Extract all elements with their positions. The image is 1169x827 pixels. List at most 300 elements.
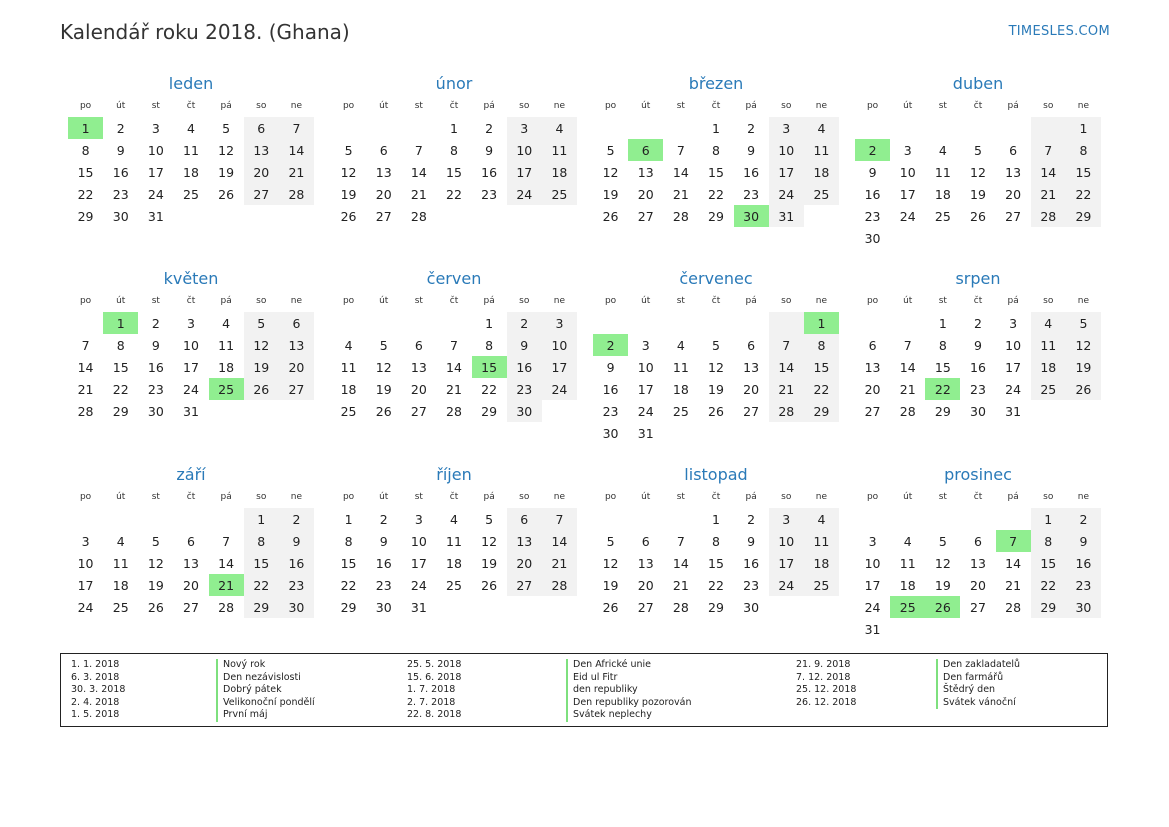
day-cell: 12 (375, 359, 392, 375)
empty-day-cell (960, 618, 995, 640)
empty-day-cell (331, 310, 366, 334)
day-cell: 20 (970, 577, 986, 593)
day-cell: 4 (938, 142, 947, 158)
day-cell: 24 (542, 378, 577, 400)
day-cell: 10 (899, 164, 916, 180)
month-table (331, 294, 577, 422)
day-cell: 7 (1031, 139, 1066, 161)
day-cell: 6 (1009, 142, 1018, 158)
month-name: září (176, 465, 206, 484)
weekday-header: út (103, 99, 138, 115)
empty-day-cell (209, 400, 244, 422)
day-cell: 3 (138, 115, 173, 139)
day-cell: 1 (436, 115, 471, 139)
day-cell: 15 (112, 359, 129, 375)
month-table (68, 294, 314, 422)
day-cell: 2 (103, 115, 138, 139)
day-cell: 14 (672, 164, 689, 180)
holiday-name: Den nezávislosti (216, 672, 315, 685)
day-cell: 3 (173, 310, 208, 334)
weekday-header: so (244, 99, 279, 115)
weekday-header: so (769, 294, 804, 310)
holiday-name: Dobrý pátek (216, 684, 315, 697)
day-cell: 18 (804, 552, 839, 574)
week-row (593, 139, 839, 161)
day-cell: 29 (77, 208, 94, 224)
day-cell: 20 (1005, 186, 1022, 202)
week-row (855, 400, 1101, 422)
day-cell: 5 (974, 142, 982, 158)
weekday-header: čt (173, 99, 208, 115)
day-cell: 26 (602, 208, 619, 224)
holiday-date: 25. 5. 2018 (407, 659, 462, 670)
day-cell: 7 (450, 337, 458, 353)
day-cell: 6 (414, 337, 423, 353)
day-cell: 2 (507, 310, 542, 334)
week-row (68, 115, 314, 139)
day-cell: 25 (934, 208, 951, 224)
day-cell: 31 (769, 205, 804, 227)
day-cell: 8 (450, 142, 458, 158)
day-cell: 21 (769, 378, 804, 400)
day-cell: 7 (279, 115, 314, 139)
empty-day-cell (593, 115, 628, 139)
day-cell: 17 (637, 381, 654, 397)
weekday-header: ne (1066, 99, 1101, 115)
day-cell: 16 (743, 164, 760, 180)
day-cell: 15 (1031, 552, 1066, 574)
day-cell: 22 (804, 378, 839, 400)
day-cell: 9 (606, 359, 615, 375)
week-row (68, 506, 314, 530)
weekday-header: po (855, 99, 890, 115)
day-cell: 25 (672, 403, 689, 419)
day-cell: 11 (1031, 334, 1066, 356)
day-cell: 1 (244, 506, 279, 530)
weekday-header: po (68, 99, 103, 115)
day-cell: 23 (147, 381, 164, 397)
day-cell: 12 (244, 334, 279, 356)
empty-day-cell (804, 422, 839, 444)
day-cell: 25 (183, 186, 199, 202)
day-cell: 10 (1005, 337, 1022, 353)
day-cell: 7 (676, 533, 685, 549)
holiday-day-cell: 1 (68, 115, 103, 139)
legend-dates-1 (71, 659, 125, 722)
day-cell: 23 (970, 381, 986, 397)
day-cell: 31 (410, 599, 427, 615)
weekday-header: ne (279, 294, 314, 310)
day-cell: 31 (637, 425, 654, 441)
day-cell: 30 (279, 596, 314, 618)
empty-day-cell (734, 310, 769, 334)
day-cell: 9 (507, 334, 542, 356)
day-cell: 22 (244, 574, 279, 596)
day-cell: 24 (77, 599, 94, 615)
day-cell: 5 (712, 337, 720, 353)
empty-day-cell (890, 227, 925, 249)
day-cell: 20 (637, 186, 654, 202)
day-cell: 23 (743, 577, 760, 593)
holiday-name: Den farmářů (936, 672, 1020, 685)
empty-day-cell (663, 422, 698, 444)
day-cell: 26 (708, 403, 724, 419)
legend-names-3 (936, 659, 1020, 709)
day-cell: 2 (472, 115, 507, 139)
day-cell: 18 (1031, 356, 1066, 378)
day-cell: 26 (340, 208, 357, 224)
day-cell: 10 (410, 533, 427, 549)
day-cell: 6 (974, 533, 982, 549)
day-cell: 27 (637, 208, 654, 224)
day-cell: 15 (708, 164, 724, 180)
day-cell: 11 (183, 142, 199, 158)
weekday-header: ne (804, 294, 839, 310)
day-cell: 4 (173, 115, 208, 139)
day-cell: 12 (1066, 334, 1101, 356)
day-cell: 22 (481, 381, 498, 397)
day-cell: 3 (401, 506, 436, 530)
site-brand-link[interactable]: TIMESLES.COM (1008, 24, 1110, 39)
week-row (855, 378, 1101, 400)
empty-day-cell (507, 205, 542, 227)
day-cell: 8 (1066, 139, 1101, 161)
day-cell: 12 (218, 142, 235, 158)
day-cell: 6 (379, 142, 388, 158)
day-cell: 1 (925, 310, 960, 334)
day-cell: 2 (960, 310, 995, 334)
empty-day-cell (960, 115, 995, 139)
week-row (68, 183, 314, 205)
weekday-header: čt (698, 294, 733, 310)
day-cell: 31 (1005, 403, 1022, 419)
empty-day-cell (1031, 400, 1066, 422)
day-cell: 14 (1031, 161, 1066, 183)
day-cell: 13 (970, 555, 986, 571)
weekday-header: út (890, 99, 925, 115)
day-cell: 28 (446, 403, 462, 419)
empty-day-cell (960, 227, 995, 249)
day-cell: 6 (868, 337, 877, 353)
holiday-date: 1. 5. 2018 (71, 709, 120, 721)
weekday-header: po (68, 490, 103, 506)
day-cell: 13 (637, 164, 654, 180)
day-cell: 14 (410, 164, 427, 180)
day-cell: 15 (804, 356, 839, 378)
day-cell: 17 (183, 359, 199, 375)
weekday-header: so (1031, 490, 1066, 506)
day-cell: 29 (934, 403, 951, 419)
weekday-header: čt (960, 294, 995, 310)
empty-day-cell (1066, 227, 1101, 249)
holiday-day-cell: 25 (209, 378, 244, 400)
day-cell: 22 (708, 186, 724, 202)
day-cell: 22 (1031, 574, 1066, 596)
day-cell: 14 (542, 530, 577, 552)
month-name: únor (435, 74, 473, 93)
day-cell: 3 (81, 533, 90, 549)
day-cell: 8 (712, 533, 720, 549)
day-cell: 7 (414, 142, 423, 158)
empty-day-cell (925, 115, 960, 139)
day-cell: 6 (747, 337, 756, 353)
day-cell: 10 (147, 142, 164, 158)
holiday-date: 21. 9. 2018 (796, 659, 851, 670)
empty-day-cell (925, 227, 960, 249)
day-cell: 14 (279, 139, 314, 161)
month-10 (331, 464, 577, 618)
day-cell: 28 (1031, 205, 1066, 227)
weekday-header: ne (804, 99, 839, 115)
day-cell: 2 (279, 506, 314, 530)
week-row (331, 334, 577, 356)
day-cell: 5 (606, 142, 615, 158)
day-cell: 28 (218, 599, 235, 615)
day-cell: 5 (379, 337, 388, 353)
holiday-date: 26. 12. 2018 (796, 696, 857, 708)
day-cell: 19 (1066, 356, 1101, 378)
weekday-header: pá (472, 99, 507, 115)
empty-day-cell (542, 205, 577, 227)
empty-day-cell (542, 596, 577, 618)
day-cell: 5 (151, 533, 160, 549)
weekday-header: st (138, 490, 173, 506)
week-row (68, 205, 314, 227)
month-name: listopad (684, 465, 748, 484)
day-cell: 1 (1031, 506, 1066, 530)
day-cell: 16 (481, 164, 498, 180)
holiday-name: Den zakladatelů (936, 659, 1020, 672)
month-1 (68, 73, 314, 227)
day-cell: 11 (899, 555, 916, 571)
day-cell: 19 (244, 356, 279, 378)
week-row (855, 552, 1101, 574)
empty-day-cell (769, 310, 804, 334)
day-cell: 28 (279, 183, 314, 205)
legend-dates-3 (796, 659, 856, 709)
day-cell: 24 (507, 183, 542, 205)
legend-names-1 (216, 659, 315, 722)
holiday-name: Den republiky pozorován (566, 697, 692, 710)
day-cell: 29 (1066, 205, 1101, 227)
empty-day-cell (68, 310, 103, 334)
empty-day-cell (279, 205, 314, 227)
day-cell: 30 (507, 400, 542, 422)
weekday-header: ne (542, 490, 577, 506)
day-cell: 11 (934, 164, 951, 180)
empty-day-cell (890, 115, 925, 139)
holiday-day-cell: 30 (734, 205, 769, 227)
day-cell: 17 (769, 161, 804, 183)
day-cell: 16 (507, 356, 542, 378)
holiday-name: Štědrý den (936, 684, 1020, 697)
weekday-header: po (593, 99, 628, 115)
week-row (68, 161, 314, 183)
legend-names-2 (566, 659, 692, 722)
day-cell: 12 (481, 533, 498, 549)
week-row (331, 205, 577, 227)
day-cell: 25 (446, 577, 462, 593)
week-row (331, 378, 577, 400)
day-cell: 18 (899, 577, 916, 593)
day-cell: 6 (187, 533, 195, 549)
day-cell: 21 (899, 381, 916, 397)
week-row (593, 506, 839, 530)
day-cell: 4 (804, 506, 839, 530)
week-row (593, 530, 839, 552)
day-cell: 27 (970, 599, 986, 615)
week-row (331, 506, 577, 530)
day-cell: 14 (1005, 555, 1022, 571)
weekday-header: čt (960, 99, 995, 115)
week-row (68, 139, 314, 161)
empty-day-cell (436, 310, 471, 334)
week-row (593, 310, 839, 334)
empty-day-cell (769, 422, 804, 444)
day-cell: 30 (147, 403, 164, 419)
day-cell: 18 (112, 577, 129, 593)
day-cell: 30 (112, 208, 129, 224)
day-cell: 23 (864, 208, 881, 224)
day-cell: 13 (279, 334, 314, 356)
day-cell: 14 (899, 359, 916, 375)
day-cell: 25 (542, 183, 577, 205)
weekday-header: so (244, 294, 279, 310)
week-row (331, 574, 577, 596)
day-cell: 15 (446, 164, 462, 180)
empty-day-cell (663, 115, 698, 139)
day-cell: 28 (77, 403, 94, 419)
day-cell: 24 (769, 183, 804, 205)
day-cell: 12 (708, 359, 724, 375)
week-row (331, 552, 577, 574)
empty-day-cell (663, 506, 698, 530)
empty-day-cell (507, 596, 542, 618)
day-cell: 13 (183, 555, 199, 571)
day-cell: 16 (864, 186, 881, 202)
month-table (855, 294, 1101, 422)
month-4 (855, 73, 1101, 249)
empty-day-cell (68, 506, 103, 530)
day-cell: 26 (970, 208, 986, 224)
day-cell: 3 (769, 506, 804, 530)
empty-day-cell (542, 400, 577, 422)
day-cell: 17 (147, 164, 164, 180)
weekday-header: so (507, 294, 542, 310)
holiday-date: 15. 6. 2018 (407, 671, 462, 683)
day-cell: 24 (899, 208, 916, 224)
day-cell: 12 (602, 555, 619, 571)
day-cell: 20 (375, 186, 392, 202)
empty-day-cell (996, 227, 1031, 249)
day-cell: 22 (77, 186, 94, 202)
day-cell: 20 (244, 161, 279, 183)
empty-day-cell (331, 115, 366, 139)
day-cell: 27 (1005, 208, 1022, 224)
day-cell: 21 (672, 577, 689, 593)
day-cell: 28 (672, 208, 689, 224)
day-cell: 16 (602, 381, 619, 397)
day-cell: 16 (375, 555, 392, 571)
holiday-name: Nový rok (216, 659, 315, 672)
day-cell: 20 (864, 381, 881, 397)
week-row (68, 400, 314, 422)
day-cell: 11 (804, 139, 839, 161)
day-cell: 27 (375, 208, 392, 224)
month-name: říjen (436, 465, 472, 484)
weekday-header: čt (173, 294, 208, 310)
week-row (331, 400, 577, 422)
day-cell: 24 (147, 186, 164, 202)
day-cell: 4 (344, 337, 353, 353)
day-cell: 17 (899, 186, 916, 202)
month-table (68, 490, 314, 618)
day-cell: 21 (410, 186, 427, 202)
holiday-date: 30. 3. 2018 (71, 684, 126, 696)
empty-day-cell (855, 310, 890, 334)
day-cell: 9 (747, 142, 756, 158)
weekday-header: st (138, 294, 173, 310)
week-row (855, 183, 1101, 205)
empty-day-cell (628, 506, 663, 530)
month-name: leden (168, 74, 214, 93)
week-row (593, 115, 839, 139)
day-cell: 30 (375, 599, 392, 615)
week-row (593, 183, 839, 205)
week-row (593, 400, 839, 422)
day-cell: 30 (864, 230, 881, 246)
weekday-header: út (628, 294, 663, 310)
day-cell: 5 (1066, 310, 1101, 334)
day-cell: 21 (77, 381, 94, 397)
day-cell: 31 (147, 208, 164, 224)
day-cell: 14 (446, 359, 462, 375)
month-table (855, 99, 1101, 249)
day-cell: 8 (938, 337, 947, 353)
month-table (593, 99, 839, 227)
week-row (331, 115, 577, 139)
day-cell: 12 (934, 555, 951, 571)
weekday-header: út (366, 99, 401, 115)
empty-day-cell (890, 618, 925, 640)
weekday-header: st (925, 99, 960, 115)
day-cell: 23 (507, 378, 542, 400)
holiday-day-cell: 1 (804, 310, 839, 334)
month-name: březen (688, 74, 744, 93)
day-cell: 10 (507, 139, 542, 161)
week-row (855, 574, 1101, 596)
month-name: srpen (955, 269, 1001, 288)
week-row (855, 205, 1101, 227)
weekday-header: út (890, 490, 925, 506)
day-cell: 13 (637, 555, 654, 571)
holiday-date: 22. 8. 2018 (407, 709, 462, 721)
day-cell: 11 (112, 555, 129, 571)
weekday-header: pá (734, 490, 769, 506)
day-cell: 5 (344, 142, 353, 158)
day-cell: 11 (542, 139, 577, 161)
day-cell: 2 (734, 506, 769, 530)
day-cell: 19 (708, 381, 724, 397)
month-12 (855, 464, 1101, 640)
day-cell: 11 (446, 533, 462, 549)
day-cell: 20 (410, 381, 427, 397)
day-cell: 14 (218, 555, 235, 571)
day-cell: 26 (375, 403, 392, 419)
day-cell: 8 (81, 142, 90, 158)
week-row (593, 552, 839, 574)
day-cell: 29 (804, 400, 839, 422)
